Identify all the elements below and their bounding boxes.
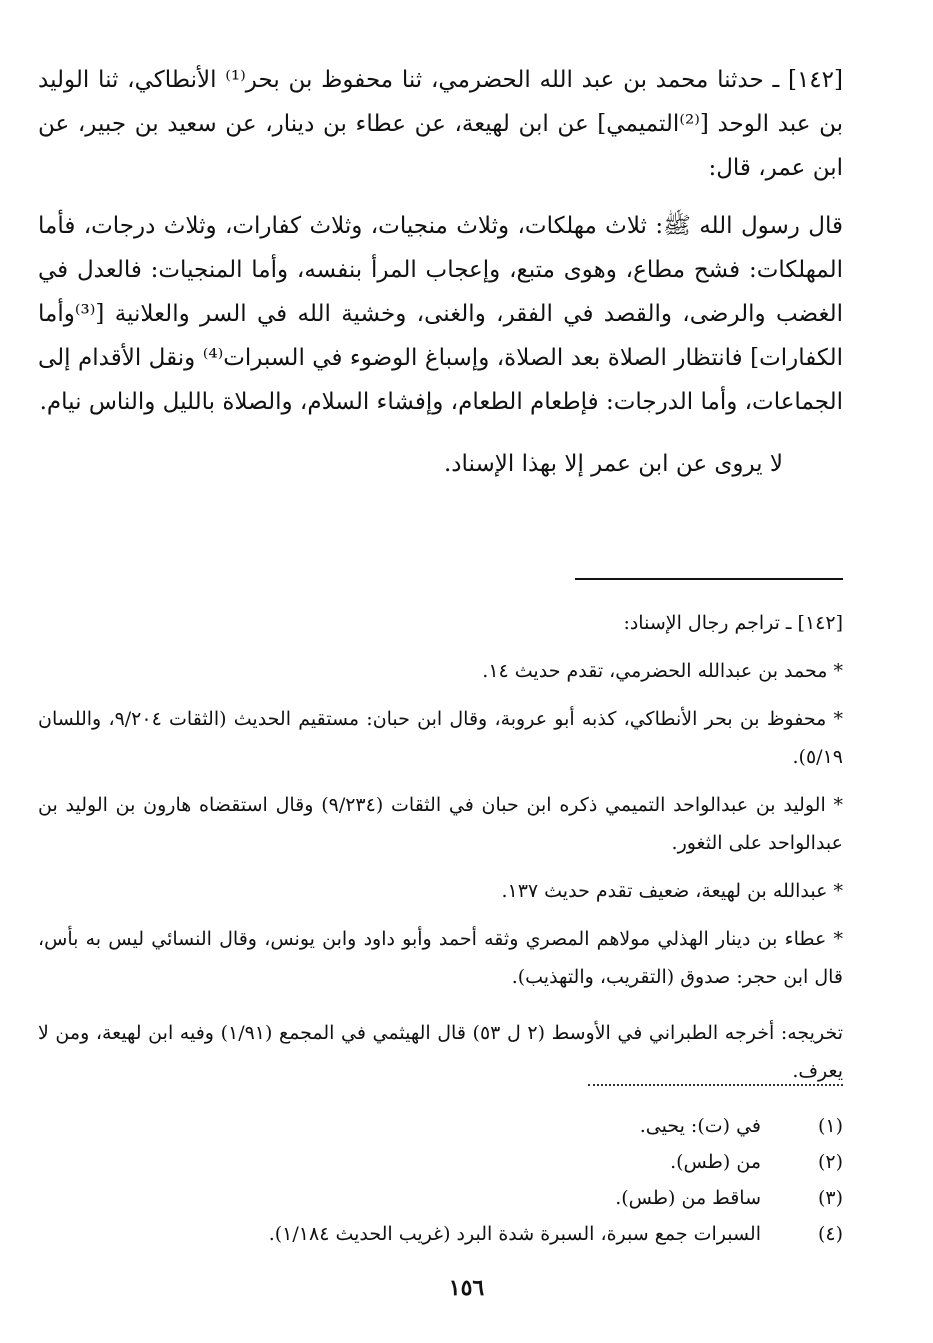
footnote-item (38, 1180, 843, 1216)
note-entry: * محفوظ بن بحر الأنطاكي، كذبه أبو عروبة، وقال ابن حبان: مستقيم الحديث (الثقات ٩/٢٠٤، واللسان ٥/١٩). (38, 708, 843, 768)
closing-remark: لا يروى عن ابن عمر إلا بهذا الإسناد. (444, 451, 783, 477)
main-text (38, 58, 843, 500)
footnote-item (38, 1144, 843, 1180)
narrators-notes (38, 604, 843, 1100)
footnote-text: السبرات جمع سبرة، السبرة شدة البرد (غريب الحديث ١/١٨٤). (268, 1223, 761, 1245)
notes-heading: [١٤٢] ـ تراجم رجال الإسناد: (623, 612, 843, 634)
footnote-number: (٤) (817, 1223, 843, 1245)
hadith-matn: قال رسول الله ﷺ: ثلاث مهلكات، وثلاث منجيات، وثلاث كفارات، وثلاث درجات، فأما المهلكات: فشح مطاع، وهوى متبع، وإعجاب المرأ بنفسه، وأما المنجيات: فالعدل في الغضب والرضى، والقصد في الفقر، والغنى، وخشية الله في السر والعلانية [⁽³⁾وأما الكفارات] فانتظار الصلاة بعد الصلاة، وإسباغ الوضوء في السبرات⁽⁴⁾ ونقل الأقدام إلى الجماعات، وأما الدرجات: فإطعام الطعام، وإفشاء السلام، والصلاة بالليل والناس نيام. (38, 213, 843, 415)
footnote-text: في (ت): يحيى. (639, 1115, 761, 1137)
note-entry: * الوليد بن عبدالواحد التميمي ذكره ابن حبان في الثقات (٩/٢٣٤) وقال استقضاه هارون بن الوليد بن عبدالواحد على الثغور. (38, 794, 843, 854)
page-number: ١٥٦ (448, 1275, 485, 1301)
footnote-number: (١) (817, 1115, 843, 1137)
note-entry: * عطاء بن دينار الهذلي مولاهم المصري وثقه أحمد وأبو داود وابن يونس، وقال النسائي ليس به بأس، قال ابن حجر: صدوق (التقريب، والتهذيب). (38, 928, 843, 988)
footnote-number: (٢) (817, 1151, 843, 1173)
note-entry: * عبدالله بن لهيعة، ضعيف تقدم حديث ١٣٧. (501, 880, 843, 902)
footnote-item (38, 1216, 843, 1252)
footnote-item (38, 1108, 843, 1144)
footnote-text: ساقط من (طس). (615, 1187, 761, 1209)
footnote-text: من (طس). (670, 1151, 761, 1173)
separator-rule (575, 578, 843, 580)
footnote-number: (٣) (817, 1187, 843, 1209)
note-entry: * محمد بن عبدالله الحضرمي، تقدم حديث ١٤. (482, 660, 843, 682)
dotted-separator (588, 1084, 843, 1086)
hadith-isnad: [١٤٢] ـ حدثنا محمد بن عبد الله الحضرمي، ثنا محفوظ بن بحر⁽¹⁾ الأنطاكي، ثنا الوليد بن عبد الوحد [⁽²⁾التميمي] عن ابن لهيعة، عن عطاء بن دينار، عن سعيد بن جبير، عن ابن عمر، قال: (38, 67, 843, 181)
takhrij-note: تخريجه: أخرجه الطبراني في الأوسط (٢ ل ٥٣) قال الهيثمي في المجمع (١/٩١) وفيه ابن لهيعة، ومن لا يعرف. (38, 1022, 843, 1082)
footnotes (38, 1108, 843, 1252)
